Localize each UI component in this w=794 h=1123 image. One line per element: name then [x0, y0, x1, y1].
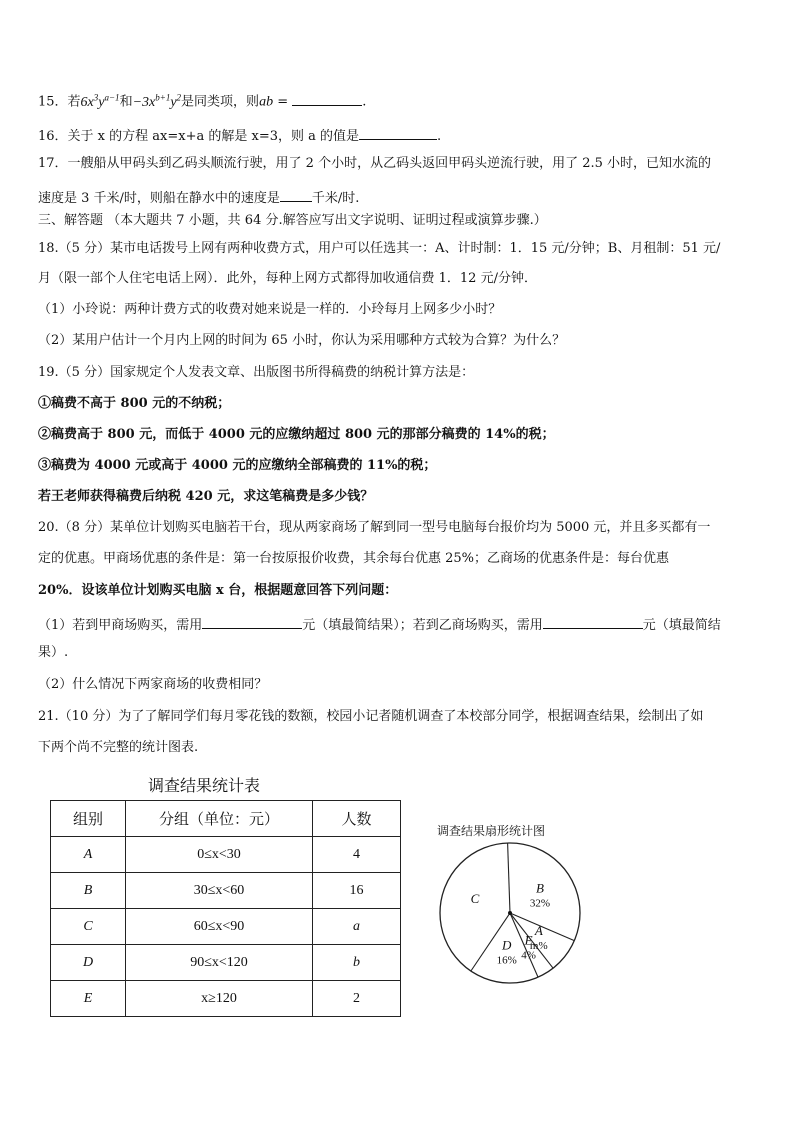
table-cell: 0≤x<30: [126, 837, 313, 873]
table-cell: 90≤x<120: [126, 945, 313, 981]
pie-slice-label: D: [502, 937, 512, 953]
section-3-heading: 三、解答题 （本大题共 7 小题，共 64 分.解答应写出文字说明、证明过程或演算步骤.）: [38, 213, 547, 228]
q20-blank-1[interactable]: [202, 614, 302, 629]
q15-end: .: [362, 94, 367, 110]
table-cell: 60≤x<90: [126, 909, 313, 945]
table-cell: x≥120: [126, 981, 313, 1017]
pie-slice-label: B: [536, 880, 544, 896]
q15-eq: =: [273, 94, 293, 110]
table-row: [51, 837, 401, 873]
question-20-line1: 20.（8 分）某单位计划购买电脑若干台，现从两家商场了解到同一型号电脑每台报价均为 5000 元，并且多买都有一: [38, 520, 711, 535]
table-cell: 2: [313, 981, 401, 1017]
q15-answer-blank[interactable]: [292, 91, 362, 106]
question-18-sub1: （1）小玲说：两种计费方式的收费对她来说是一样的．小玲每月上网多少小时？: [38, 302, 502, 317]
pie-chart-title: 调查结果扇形统计图: [437, 824, 546, 838]
q20-sub1c: 元（填最简结: [642, 618, 721, 633]
pie-slice-value: 32%: [529, 897, 551, 910]
q20-sub1b: 元（填最简结果）；若到乙商场购买，需用: [302, 618, 543, 633]
question-19-ask: 若王老师获得稿费后纳税 420 元，求这笔稿费是多少钱？: [38, 489, 374, 504]
pie-center: [508, 911, 512, 915]
q20-sub1a: （1）若到甲商场购买，需用: [38, 618, 203, 633]
table-row: [51, 981, 401, 1017]
question-15: [38, 88, 366, 112]
pie-slice-label: E: [524, 932, 533, 948]
question-20-line3: 20%．设该单位计划购买电脑 x 台，根据题意回答下列问题：: [38, 583, 398, 598]
q15-and: 和: [119, 94, 133, 110]
pie-slice-label: C: [470, 891, 480, 906]
q15-term1: $6x^3y^{a-1}$: [80, 92, 120, 110]
table-cell: 4: [313, 837, 401, 873]
question-19-rule3: ③稿费为 4000 元或高于 4000 元的应缴纳全部稿费的 11%的税；: [38, 458, 437, 473]
table-cell: b: [313, 945, 401, 981]
table-cell: A: [51, 837, 126, 873]
table-cell: 16: [313, 873, 401, 909]
q17-answer-blank[interactable]: [280, 187, 312, 202]
pie-slice-value: 16%: [496, 954, 517, 967]
question-17-line1: 17．一艘船从甲码头到乙码头顺流行驶，用了 2 个小时，从乙码头返回甲码头逆流行驶，用了 2.5 小时，已知水流的: [38, 156, 712, 171]
pie-slice-boundary: [508, 843, 510, 913]
question-18-sub2: （2）某用户估计一个月内上网的时间为 65 小时，你认为采用哪种方式较为合算？为什么？: [38, 333, 566, 348]
question-19-rule1: ①稿费不高于 800 元的不纳税；: [38, 396, 231, 411]
table-cell: 30≤x<60: [126, 873, 313, 909]
q16-end: .: [437, 129, 442, 144]
question-20-line2: 定的优惠。甲商场优惠的条件是：第一台按原报价收费，其余每台优惠 25%；乙商场的优惠条件是：每台优惠: [38, 551, 670, 566]
table-cell: a: [313, 909, 401, 945]
table-header: 人数: [313, 801, 401, 837]
pie-slice-value: 4%: [521, 949, 536, 962]
question-18-line2: 月（限一部个人住宅电话上网）．此外，每种上网方式都得加收通信费 1．12 元/分钟．: [38, 271, 537, 286]
question-17-line2: [38, 187, 359, 208]
pie-chart: [420, 835, 610, 985]
question-21-line1: 21.（10 分）为了了解同学们每月零花钱的数额，校园小记者随机调查了本校部分同学，根据调查结果，绘制出了如: [38, 709, 704, 724]
question-20-sub1: [38, 614, 721, 635]
q15-suffix: 是同类项，则: [181, 94, 260, 110]
q20-blank-2[interactable]: [543, 614, 643, 629]
survey-table: [50, 800, 401, 1017]
q17-line2a: 速度是 3 千米/时，则船在静水中的速度是: [38, 191, 280, 206]
table-row: [51, 909, 401, 945]
table-header: 组别: [51, 801, 126, 837]
pie-slice-label: A: [534, 923, 543, 939]
table-cell: C: [51, 909, 126, 945]
table-cell: E: [51, 981, 126, 1017]
table-row: [51, 873, 401, 909]
q17-line2b: 千米/时.: [311, 191, 360, 206]
q16-answer-blank[interactable]: [359, 125, 437, 140]
q15-prefix: 15．若: [38, 94, 81, 110]
table-title: 调查结果统计表: [148, 776, 261, 795]
question-18-line1: 18.（5 分）某市电话拨号上网有两种收费方式，用户可以任选其一：A、计时制：1．15 元/分钟；B、月租制：51 元/: [38, 241, 721, 256]
q16-text: 16．关于 x 的方程 ax=x+a 的解是 x=3，则 a 的值是: [38, 129, 359, 144]
question-20-sub1-end: 果）.: [38, 645, 69, 660]
question-19-line1: 19.（5 分）国家规定个人发表文章、出版图书所得稿费的纳税计算方法是：: [38, 365, 475, 380]
table-cell: D: [51, 945, 126, 981]
table-row: [51, 945, 401, 981]
question-21-line2: 下两个尚不完整的统计图表.: [38, 740, 199, 755]
question-20-sub2: （2）什么情况下两家商场的收费相同？: [38, 677, 268, 692]
table-header: 分组（单位：元）: [126, 801, 313, 837]
table-header-row: [51, 801, 401, 837]
q15-term2: $-3x^{b+1}y^2$: [132, 92, 182, 110]
q15-ab: ab: [259, 94, 274, 110]
pie-slice-value: m%: [529, 940, 548, 953]
table-cell: B: [51, 873, 126, 909]
question-16: [38, 125, 441, 146]
question-19-rule2: ②稿费高于 800 元，而低于 4000 元的应缴纳超过 800 元的那部分稿费的 14%的税；: [38, 427, 555, 442]
